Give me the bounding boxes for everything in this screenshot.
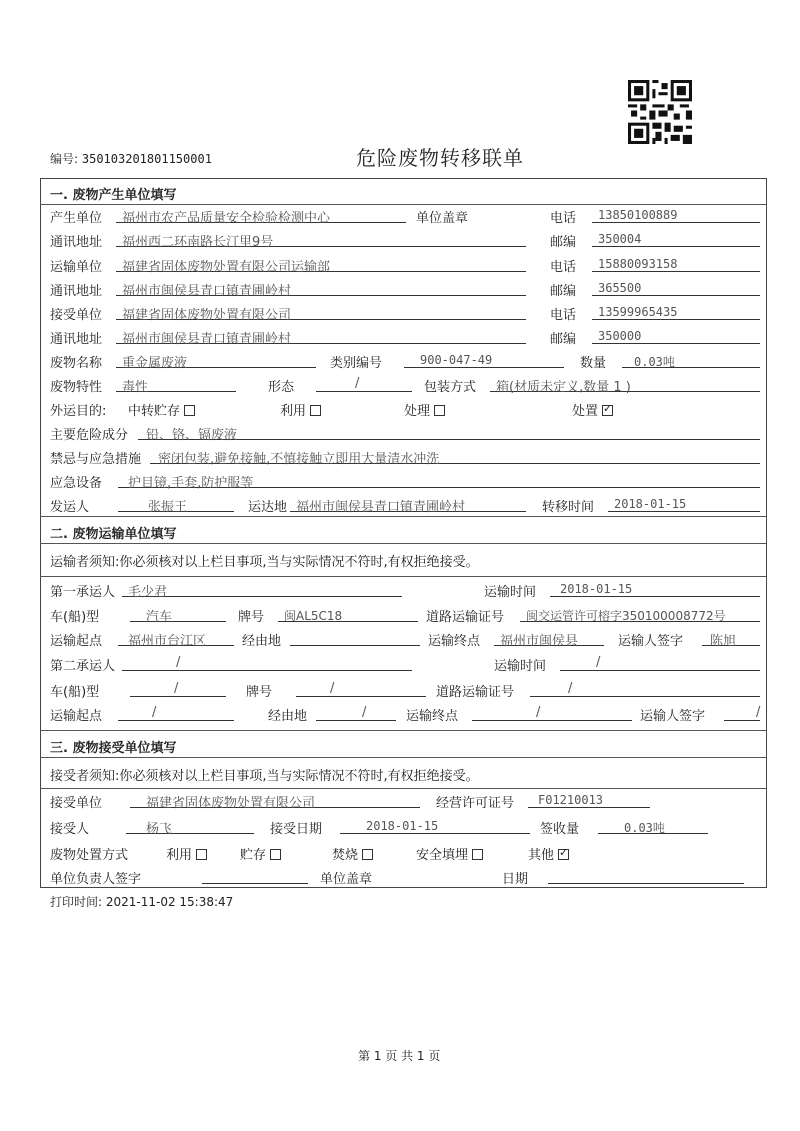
property-value: 毒性 — [122, 380, 149, 395]
receiver-person-value: 杨飞 — [146, 822, 173, 837]
sign-date-label: 日期 — [502, 872, 529, 887]
unit-stamp-label: 单位盖章 — [320, 872, 373, 887]
category-label: 类别编号 — [330, 356, 383, 371]
divider — [40, 576, 766, 577]
form-number — [50, 150, 212, 167]
transport-notice: 运输者须知:你必须核对以上栏目事项,当与实际情况不符时,有权拒绝接受。 — [50, 555, 479, 570]
received-amount-label: 签收量 — [540, 822, 580, 837]
form-value: / — [355, 376, 360, 391]
receive-notice: 接受者须知:你必须核对以上栏目事项,当与实际情况不符时,有权拒绝接受。 — [50, 769, 479, 784]
receiver-phone-value: 13599965435 — [598, 305, 678, 319]
receive-date-label: 接受日期 — [270, 822, 323, 837]
checkbox-icon[interactable] — [310, 405, 321, 416]
license-label: 经营许可证号 — [436, 796, 515, 811]
permit1-value: 闽交运管许可榕字350100008772号 — [526, 609, 726, 623]
transporter-phone-label: 电话 — [550, 260, 577, 275]
plate1-value: 闽AL5C18 — [284, 609, 343, 623]
checkbox-icon[interactable] — [196, 849, 207, 860]
transport-time1-value: 2018-01-15 — [560, 582, 633, 596]
disposal-option-incineration[interactable]: 焚烧 — [332, 844, 373, 863]
section3-heading: 三. 废物接受单位填写 — [50, 741, 177, 756]
category-value: 900-047-49 — [420, 353, 493, 367]
transport-time2-value: / — [596, 655, 601, 670]
quantity-value: 0.03吨 — [634, 355, 675, 369]
end1-value: 福州市闽侯县 — [500, 634, 579, 649]
receiving-unit-label: 接受单位 — [50, 796, 103, 811]
divider — [40, 516, 766, 517]
checkbox-icon[interactable] — [362, 849, 373, 860]
producer-phone-value: 13850100889 — [598, 208, 678, 222]
producer-address-label: 通讯地址 — [50, 235, 103, 250]
emergency-label: 禁忌与应急措施 — [50, 452, 142, 467]
waste-name-label: 废物名称 — [50, 356, 103, 371]
license-value: F01210013 — [538, 793, 604, 807]
producer-zip-label: 邮编 — [550, 235, 577, 250]
receiver-address-value: 福州市闽侯县青口镇青圃岭村 — [122, 332, 292, 347]
print-time: 打印时间: 2021-11-02 15:38:47 — [50, 895, 234, 909]
received-amount-value: 0.03吨 — [624, 821, 665, 835]
via1-label: 经由地 — [242, 634, 282, 649]
divider — [40, 757, 766, 758]
checkbox-icon[interactable] — [184, 405, 195, 416]
divider — [40, 730, 766, 731]
end2-value: / — [536, 705, 541, 720]
emergency-value: 密闭包装,避免接触,不慎接触立即用大量清水冲洗 — [158, 452, 440, 467]
signer2-label: 运输人签字 — [640, 709, 706, 724]
receiver-person-label: 接受人 — [50, 822, 90, 837]
checkbox-checked-icon[interactable] — [602, 405, 613, 416]
start2-value: / — [152, 705, 157, 720]
transporter-label: 运输单位 — [50, 260, 103, 275]
vehicle2-label: 车(船)型 — [50, 685, 100, 700]
destination-value: 福州市闽侯县青口镇青圃岭村 — [296, 500, 466, 515]
transport-time1-label: 运输时间 — [484, 585, 537, 600]
via2-value: / — [362, 705, 367, 720]
hazard-value: 铅、铬、镉废液 — [146, 428, 238, 443]
disposal-option-other[interactable]: 其他✓ — [528, 844, 569, 863]
section2-heading: 二. 废物运输单位填写 — [50, 527, 177, 542]
form-label: 形态 — [268, 380, 295, 395]
producer-value: 福州市农产品质量安全检验检测中心 — [122, 211, 331, 226]
permit1-label: 道路运输证号 — [426, 610, 505, 625]
vehicle1-value: 汽车 — [146, 610, 173, 625]
equipment-label: 应急设备 — [50, 476, 103, 491]
receive-date-value: 2018-01-15 — [366, 819, 439, 833]
producer-label: 产生单位 — [50, 211, 103, 226]
transporter-address-value: 福州市闽侯县青口镇青圃岭村 — [122, 284, 292, 299]
permit2-label: 道路运输证号 — [436, 685, 515, 700]
plate2-value: / — [330, 681, 335, 696]
disposal-label: 废物处置方式 — [50, 848, 129, 863]
document-title: 危险废物转移联单 — [356, 146, 524, 170]
receiver-label: 接受单位 — [50, 308, 103, 323]
purpose-option-transfer-storage[interactable]: 中转贮存 — [128, 400, 195, 419]
shipper-label: 发运人 — [50, 500, 90, 515]
transfer-time-value: 2018-01-15 — [614, 497, 687, 511]
purpose-label: 外运目的: — [50, 404, 107, 419]
receiver-phone-label: 电话 — [550, 308, 577, 323]
purpose-option-treatment[interactable]: 处理 — [404, 400, 445, 419]
section1-heading: 一. 废物产生单位填写 — [50, 188, 177, 203]
shipper-value: 张振王 — [148, 500, 188, 515]
checkbox-checked-icon[interactable] — [558, 849, 569, 860]
vehicle1-label: 车(船)型 — [50, 610, 100, 625]
checkbox-icon[interactable] — [472, 849, 483, 860]
signer1-value: 陈旭 — [710, 634, 737, 649]
receiving-unit-value: 福建省固体废物处置有限公司 — [146, 796, 316, 811]
start2-label: 运输起点 — [50, 709, 103, 724]
signer2-value: / — [756, 705, 761, 720]
permit2-value: / — [568, 681, 573, 696]
equipment-value: 护目镜,手套,防护服等 — [128, 476, 254, 491]
property-label: 废物特性 — [50, 380, 103, 395]
quantity-label: 数量 — [580, 356, 607, 371]
via2-label: 经由地 — [268, 709, 308, 724]
qr-code — [627, 80, 693, 144]
disposal-option-storage[interactable]: 贮存 — [240, 844, 281, 863]
start1-value: 福州市台江区 — [128, 634, 207, 649]
carrier1-value: 毛少君 — [128, 585, 168, 600]
page-number: 第 1 页 共 1 页 — [358, 1049, 441, 1063]
packaging-label: 包装方式 — [424, 380, 477, 395]
disposal-option-landfill[interactable]: 安全填埋 — [416, 844, 483, 863]
transporter-value: 福建省固体废物处置有限公司运输部 — [122, 260, 331, 275]
transporter-phone-value: 15880093158 — [598, 257, 678, 271]
form-number-value: 350103201801150001 — [81, 152, 212, 166]
packaging-value: 箱(材质未定义,数量 1 ) — [496, 380, 631, 395]
end1-label: 运输终点 — [428, 634, 481, 649]
receiver-zip-value: 350000 — [598, 329, 642, 343]
receiver-value: 福建省固体废物处置有限公司 — [122, 308, 292, 323]
receiver-address-label: 通讯地址 — [50, 332, 103, 347]
plate2-label: 牌号 — [246, 685, 273, 700]
transporter-zip-label: 邮编 — [550, 284, 577, 299]
transfer-time-label: 转移时间 — [542, 500, 595, 515]
destination-label: 运达地 — [248, 500, 288, 515]
transporter-address-label: 通讯地址 — [50, 284, 103, 299]
purpose-option-disposal[interactable]: 处置✓ — [572, 400, 613, 419]
transport-time2-label: 运输时间 — [494, 659, 547, 674]
form-number-label: 编号: — [50, 152, 79, 166]
producer-zip-value: 350004 — [598, 232, 642, 246]
receiver-zip-label: 邮编 — [550, 332, 577, 347]
start1-label: 运输起点 — [50, 634, 103, 649]
divider — [40, 543, 766, 544]
transporter-zip-value: 365500 — [598, 281, 642, 295]
carrier1-label: 第一承运人 — [50, 585, 116, 600]
checkbox-icon[interactable] — [434, 405, 445, 416]
plate1-label: 牌号 — [238, 610, 265, 625]
checkbox-icon[interactable] — [270, 849, 281, 860]
disposal-option-utilization[interactable]: 利用 — [166, 844, 207, 863]
signer1-label: 运输人签字 — [618, 634, 684, 649]
vehicle2-value: / — [174, 681, 179, 696]
carrier2-label: 第二承运人 — [50, 659, 116, 674]
head-sign-label: 单位负责人签字 — [50, 872, 142, 887]
end2-label: 运输终点 — [406, 709, 459, 724]
divider — [40, 788, 766, 789]
producer-address-value: 福州西二环南路长汀里9号 — [122, 235, 274, 250]
divider — [40, 204, 766, 205]
purpose-option-utilization[interactable]: 利用 — [280, 400, 321, 419]
waste-name-value: 重金属废液 — [122, 356, 188, 371]
stamp-label: 单位盖章 — [416, 211, 469, 226]
hazard-label: 主要危险成分 — [50, 428, 129, 443]
producer-phone-label: 电话 — [550, 211, 577, 226]
carrier2-value: / — [176, 655, 181, 670]
